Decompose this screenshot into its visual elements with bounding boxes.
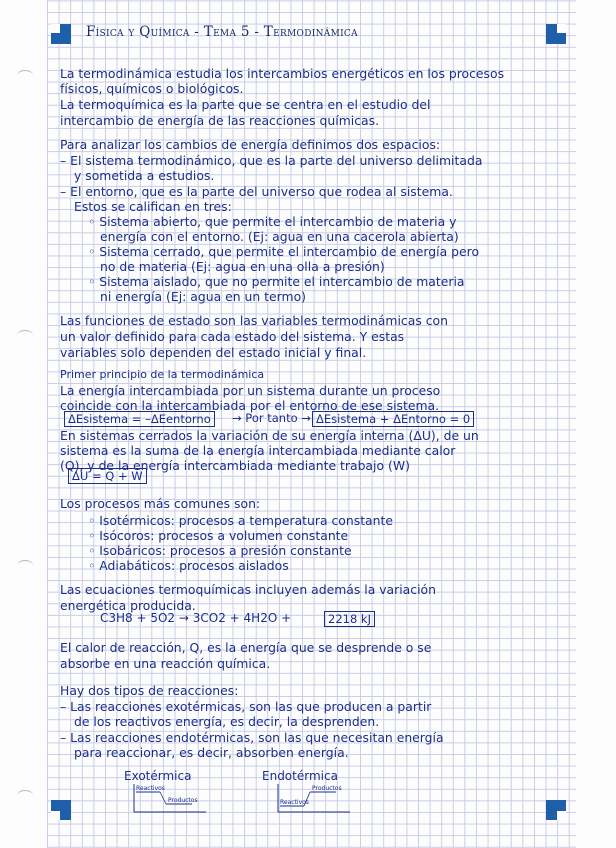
text-line: – Las reacciones endotérmicas, son las que necesitan energía <box>60 730 444 745</box>
text-line: La termoquímica es la parte que se centra en el estudio del <box>60 97 431 112</box>
section-heading: Primer principio de la termodinámica <box>60 368 265 381</box>
corner-mark-top-left <box>51 24 71 44</box>
punch-hole-mark <box>17 330 33 341</box>
text-line: ◦ Sistema abierto, que permite el intercambio de materia y <box>88 214 457 229</box>
text-line: En sistemas cerrados la variación de su energía interna (ΔU), de un <box>60 428 479 443</box>
list-item: ◦ Isócoros: procesos a volumen constante <box>88 528 349 543</box>
corner-mark-top-right <box>546 24 566 44</box>
text-line: de los reactivos energía, es decir, la desprenden. <box>74 714 380 729</box>
reaction-energy-box: 2218 kJ <box>324 611 375 627</box>
reactivos-label-exo: Reactivos <box>136 785 165 792</box>
therefore-arrow: → Por tanto → <box>232 411 311 425</box>
page-title: Física y Química - Tema 5 - Termodinámica <box>86 24 358 40</box>
punch-hole-mark <box>17 70 33 81</box>
list-item: ◦ Isotérmicos: procesos a temperatura constante <box>88 513 393 528</box>
list-item: ◦ Isobáricos: procesos a presión constante <box>88 543 352 558</box>
endothermic-energy-diagram <box>274 782 354 814</box>
list-item: ◦ Adiabáticos: procesos aislados <box>88 558 289 573</box>
text-line: energía con el entorno. (Ej: agua en una cacerola abierta) <box>100 229 459 244</box>
text-line: energética producida. <box>60 598 196 613</box>
text-line: sistema es la suma de la energía intercambiada mediante calor <box>60 443 456 458</box>
productos-label-exo: Productos <box>168 797 198 804</box>
text-line: (Q), y de la energía intercambiada mediante trabajo (W) <box>60 458 410 473</box>
corner-mark-bottom-left <box>51 800 71 820</box>
reaction-formula: C3H8 + 5O2 → 3CO2 + 4H2O + <box>100 611 292 625</box>
punch-hole-mark <box>17 790 33 801</box>
text-line: intercambio de energía de las reacciones químicas. <box>60 113 380 128</box>
text-line: para reaccionar, es decir, absorben energía. <box>74 745 349 760</box>
delta-e-right-box: ΔEsistema + ΔEntorno = 0 <box>312 411 474 427</box>
text-line: ◦ Sistema aislado, que no permite el intercambio de materia <box>88 274 465 289</box>
text-line: El calor de reacción, Q, es la energía que se desprende o se <box>60 640 432 655</box>
exothermic-diagram-label: Exotérmica <box>124 769 192 783</box>
text-line: Hay dos tipos de reacciones: <box>60 683 239 698</box>
text-line: físicos, químicos o biológicos. <box>60 81 244 96</box>
text-line: un valor definido para cada estado del sistema. Y estas <box>60 329 405 344</box>
text-line: ◦ Sistema cerrado, que permite el intercambio de energía pero <box>88 244 480 259</box>
text-line: – El entorno, que es la parte del universo que rodea al sistema. <box>60 184 453 199</box>
corner-mark-bottom-right <box>546 800 566 820</box>
text-line: La termodinámica estudia los intercambios energéticos en los procesos <box>60 66 505 81</box>
text-line: La energía intercambiada por un sistema durante un proceso <box>60 383 441 398</box>
reactivos-label-endo: Reactivos <box>280 799 309 806</box>
punch-hole-mark <box>17 560 33 571</box>
text-line: – El sistema termodinámico, que es la parte del universo delimitada <box>60 153 483 168</box>
productos-label-endo: Productos <box>312 785 342 792</box>
text-line: no de materia (Ej: agua en una olla a presión) <box>100 259 385 274</box>
first-law-equation <box>68 468 188 486</box>
text-line: Las ecuaciones termoquímicas incluyen además la variación <box>60 582 436 597</box>
exothermic-energy-diagram <box>130 782 210 814</box>
text-line: ni energía (Ej: agua en un termo) <box>100 289 307 304</box>
left-margin <box>0 0 47 848</box>
text-line: Para analizar los cambios de energía definimos dos espacios: <box>60 137 441 152</box>
energy-balance-equation <box>64 411 544 429</box>
text-line: Los procesos más comunes son: <box>60 496 261 511</box>
text-line: variables solo dependen del estado inicial y final. <box>60 345 367 360</box>
delta-e-left-box: ΔEsistema = –ΔEentorno <box>64 411 215 427</box>
text-line: coincide con la intercambiada por el entorno de ese sistema. <box>60 398 440 413</box>
endothermic-diagram-label: Endotérmica <box>262 769 338 783</box>
text-line: – Las reacciones exotérmicas, son las que producen a partir <box>60 699 432 714</box>
text-line: y sometida a estudios. <box>74 168 215 183</box>
text-line: Estos se califican en tres: <box>74 199 232 214</box>
thermochemical-equation <box>100 611 420 629</box>
text-line: Las funciones de estado son las variables termodinámicas con <box>60 313 448 328</box>
right-margin <box>576 0 616 848</box>
first-law-box: ΔU = Q + W <box>68 468 147 484</box>
text-line: absorbe en una reacción química. <box>60 656 271 671</box>
